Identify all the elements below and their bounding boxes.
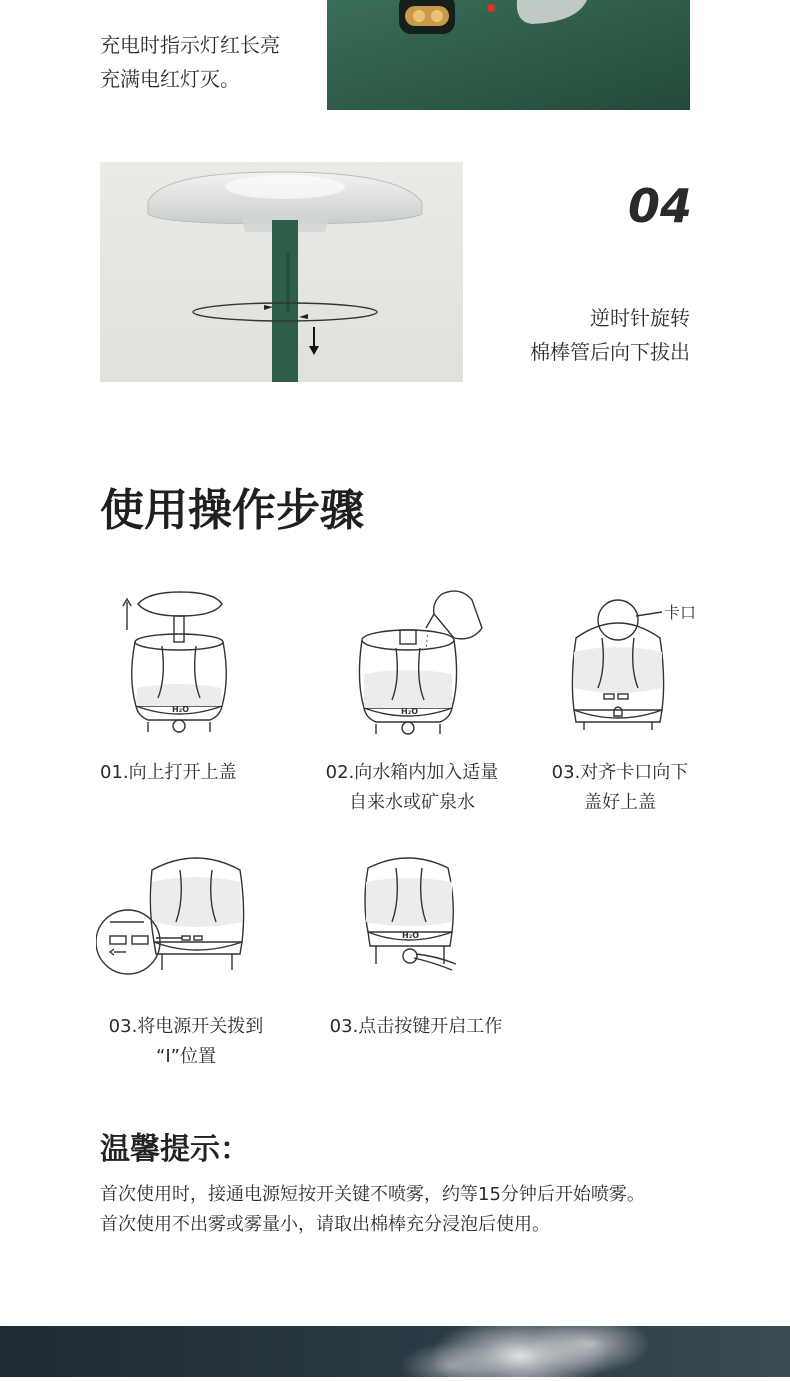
steps-title: 使用操作步骤 bbox=[100, 485, 364, 536]
step1-device-label: H₂O bbox=[172, 705, 189, 714]
step5-illustration bbox=[352, 852, 472, 977]
step5-caption bbox=[316, 1012, 516, 1042]
footer-mist-photo bbox=[0, 1326, 790, 1377]
charging-line-1: 充电时指示灯红长亮 bbox=[100, 33, 280, 57]
callout-label: 卡口 bbox=[664, 603, 697, 622]
cotton-rod-photo bbox=[100, 162, 463, 382]
step3-line-2: 盖好上盖 bbox=[584, 792, 656, 813]
step5-device-label: H₂O bbox=[402, 931, 419, 940]
charging-photo bbox=[327, 0, 690, 110]
rod-line-1: 逆时针旋转 bbox=[590, 306, 690, 330]
rod-line-2: 棉棒管后向下拔出 bbox=[530, 340, 690, 364]
tips-body bbox=[100, 1180, 700, 1240]
tips-line-2: 首次使用不出雾或雾量小，请取出棉棒充分浸泡后使用。 bbox=[100, 1214, 550, 1235]
step4-caption bbox=[96, 1012, 276, 1072]
step2-device-label: H₂O bbox=[401, 707, 418, 716]
step3-caption bbox=[540, 758, 700, 818]
step3-line-1: 03.对齐卡口向下 bbox=[551, 762, 689, 783]
step2-caption bbox=[312, 758, 512, 818]
tips-title: 温馨提示： bbox=[100, 1132, 250, 1167]
step1-line-1: 01.向上打开上盖 bbox=[100, 762, 237, 783]
step4-illustration bbox=[96, 852, 256, 977]
rod-text bbox=[470, 301, 690, 369]
tips-line-1: 首次使用时，接通电源短按开关键不喷雾，约等15分钟后开始喷雾。 bbox=[100, 1184, 645, 1205]
step1-illustration bbox=[110, 588, 240, 740]
step-number: 04 bbox=[627, 179, 692, 233]
charging-text bbox=[100, 28, 280, 96]
charging-line-2: 充满电红灯灭。 bbox=[100, 67, 240, 91]
step2-line-1: 02.向水箱内加入适量 bbox=[325, 762, 499, 783]
step2-illustration bbox=[350, 588, 490, 740]
step2-line-2: 自来水或矿泉水 bbox=[349, 792, 475, 813]
step5-line-1: 03.点击按键开启工作 bbox=[329, 1016, 503, 1037]
step4-line-2: “I”位置 bbox=[156, 1046, 216, 1067]
step4-line-1: 03.将电源开关拨到 bbox=[108, 1016, 264, 1037]
step1-caption bbox=[100, 758, 250, 788]
